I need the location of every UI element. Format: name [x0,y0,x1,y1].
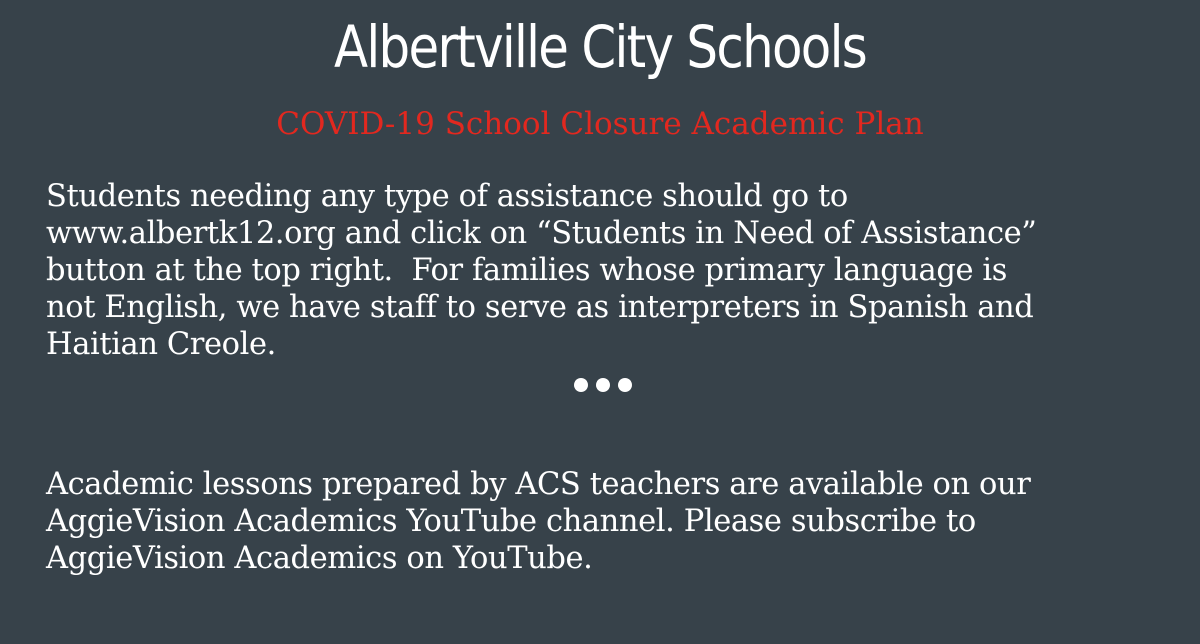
dot [574,378,588,392]
paragraph-line: Academic lessons prepared by ACS teachers are available on our [46,467,1031,502]
dot [596,378,610,392]
page-title: Albertville City Schools [334,13,866,81]
ellipsis-dots-icon [574,378,636,394]
paragraph-line: www.albertk12.org and click on “Students in Need of Assistance” [46,216,1037,251]
lessons-paragraph [46,466,1166,577]
dot [618,378,632,392]
assistance-paragraph [46,178,1166,363]
page-subtitle: COVID-19 School Closure Academic Plan [276,106,924,142]
paragraph-line: not English, we have staff to serve as interpreters in Spanish and [46,290,1034,325]
paragraph-line: AggieVision Academics YouTube channel. Please subscribe to [46,504,976,539]
paragraph-line: button at the top right. For families whose primary language is [46,253,1008,288]
paragraph-line: AggieVision Academics on YouTube. [46,541,593,576]
paragraph-line: Haitian Creole. [46,327,276,362]
paragraph-line: Students needing any type of assistance should go to [46,179,848,214]
